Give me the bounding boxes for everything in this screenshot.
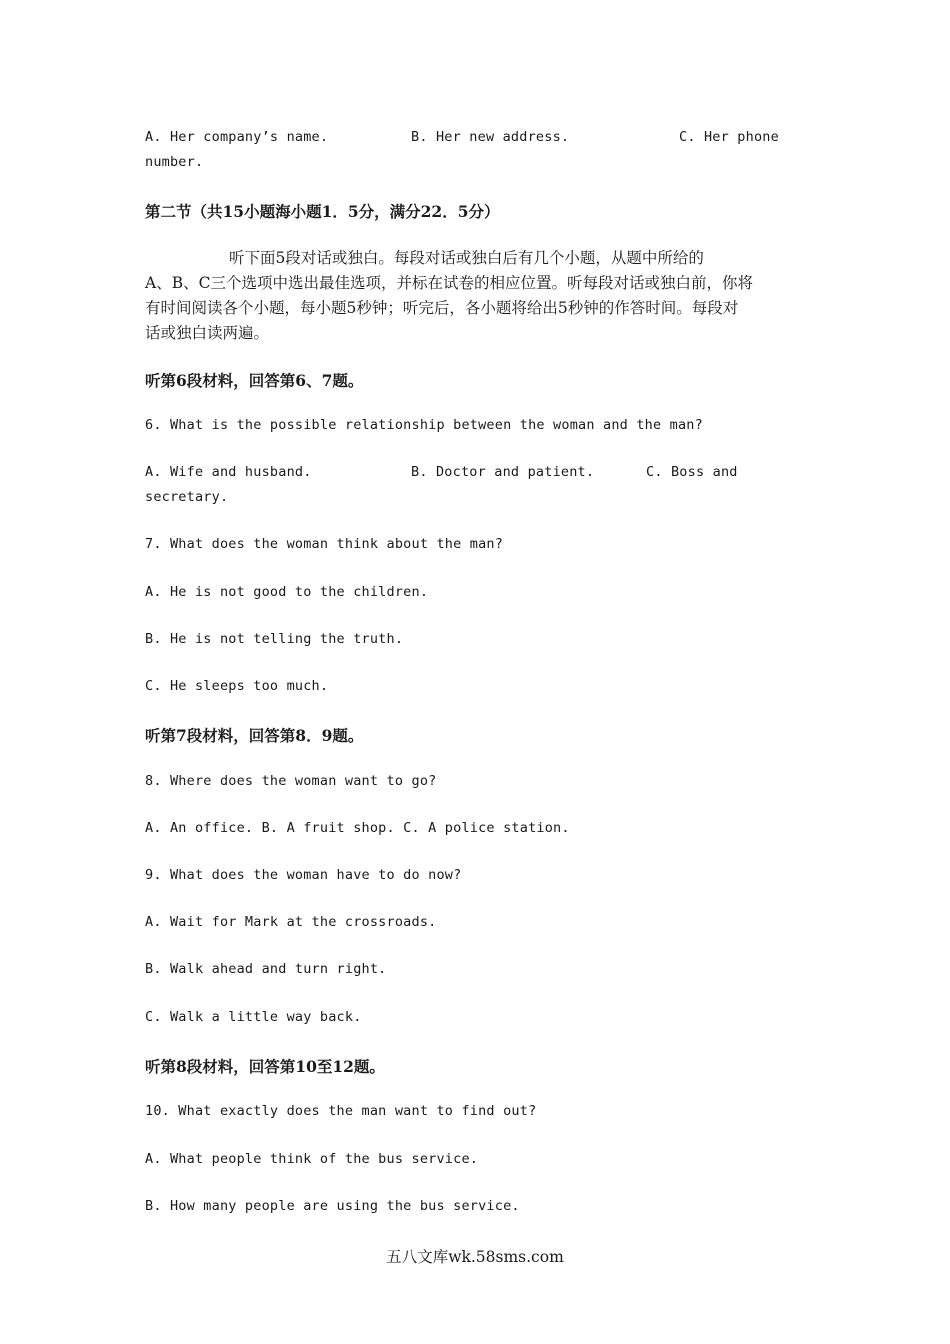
q9-option-c: C. Walk a little way back. — [145, 1009, 362, 1025]
section-heading: 第二节（共15小题海小题1．5分，满分22．5分） — [145, 202, 500, 221]
q8-options: A. An office. B. A fruit shop. C. A police station. — [145, 820, 570, 836]
question-8: 8. Where does the woman want to go? — [145, 773, 437, 789]
instructions-line-2: A、B、C三个选项中选出最佳选项，并标在试卷的相应位置。听每段对话或独白前，你将 — [145, 274, 753, 292]
q5-option-b: B. Her new address. — [411, 129, 570, 145]
q7-option-b: B. He is not telling the truth. — [145, 631, 404, 647]
group-heading-6: 听第6段材料，回答第6、7题。 — [145, 371, 364, 390]
q7-option-c: C. He sleeps too much. — [145, 678, 329, 694]
q5-option-a: A. Her company’s name. — [145, 129, 329, 145]
q7-option-a: A. He is not good to the children. — [145, 584, 429, 600]
group-heading-7: 听第7段材料，回答第8．9题。 — [145, 726, 364, 745]
question-7: 7. What does the woman think about the man? — [145, 536, 504, 552]
instructions-line-1: 听下面5段对话或独白。每段对话或独白后有几个小题，从题中所给的 — [229, 249, 704, 267]
q6-option-c-continued: secretary. — [145, 489, 229, 505]
q6-option-b: B. Doctor and patient. — [411, 464, 595, 480]
q10-option-b: B. How many people are using the bus service. — [145, 1198, 520, 1214]
q5-option-c: C. Her phone — [679, 129, 779, 145]
q6-option-c: C. Boss and — [646, 464, 738, 480]
question-6: 6. What is the possible relationship between the woman and the man? — [145, 417, 703, 433]
page-footer: 五八文库wk.58sms.com — [386, 1248, 564, 1266]
instructions-line-4: 话或独白读两遍。 — [145, 324, 270, 342]
question-9: 9. What does the woman have to do now? — [145, 867, 462, 883]
q5-option-c-continued: number. — [145, 154, 204, 170]
instructions-line-3: 有时间阅读各个小题，每小题5秒钟；听完后，各小题将给出5秒钟的作答时间。每段对 — [145, 299, 739, 317]
group-heading-8: 听第8段材料，回答第10至12题。 — [145, 1057, 385, 1076]
question-10: 10. What exactly does the man want to find out? — [145, 1103, 537, 1119]
q9-option-b: B. Walk ahead and turn right. — [145, 961, 387, 977]
q10-option-a: A. What people think of the bus service. — [145, 1151, 479, 1167]
q6-option-a: A. Wife and husband. — [145, 464, 312, 480]
q9-option-a: A. Wait for Mark at the crossroads. — [145, 914, 437, 930]
